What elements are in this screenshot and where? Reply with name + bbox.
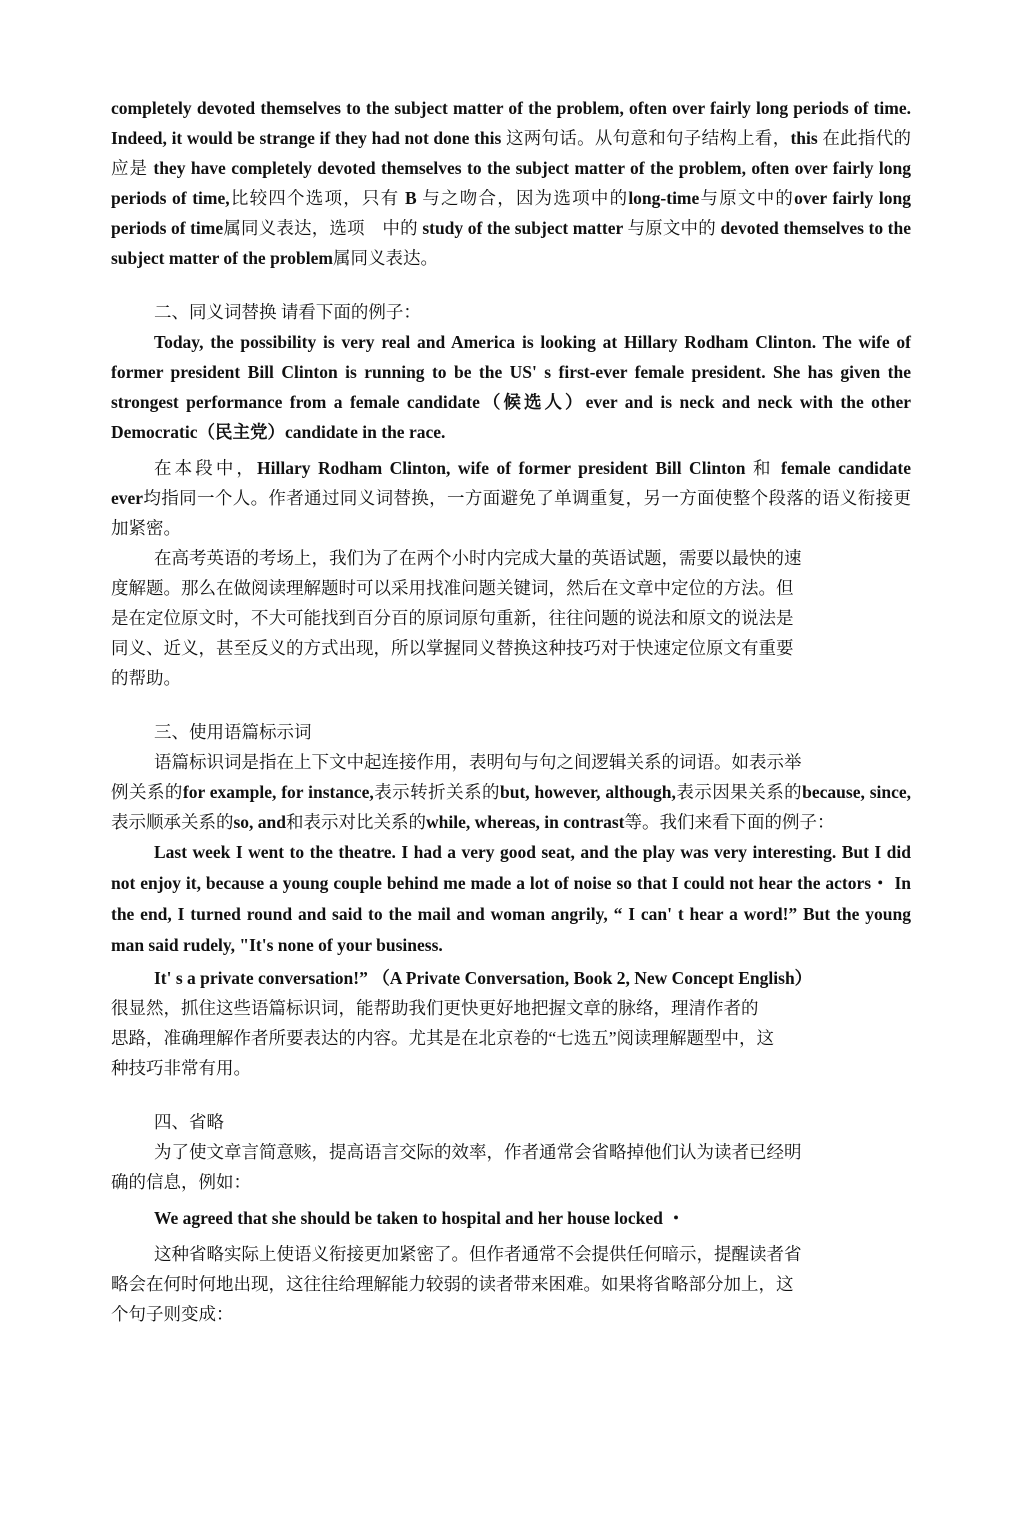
analysis-text: 与原文中的	[699, 188, 795, 208]
text-line: 为了使文章言简意赅，提高语言交际的效率，作者通常会省略掉他们认为读者已经明	[154, 1142, 802, 1162]
text-line: 种技巧非常有用。	[111, 1058, 251, 1078]
text-line: 很显然，抓住这些语篇标识词，能帮助我们更快更好地把握文章的脉络，理清作者的	[111, 998, 759, 1018]
text-line: 在高考英语的考场上，我们为了在两个小时内完成大量的英语试题，需要以最快的速	[154, 548, 802, 568]
explanation-text: 表示转折关系的	[373, 782, 501, 802]
explanation-text: 在本段中，	[154, 458, 258, 478]
section-heading: 二、同义词替换 请看下面的例子：	[154, 302, 421, 322]
keyword: long-time	[628, 188, 700, 208]
explanation-paragraph	[111, 453, 951, 543]
text-line: 这种省略实际上使语义衔接更加紧密了。但作者通常不会提供任何暗示，提醒读者省	[154, 1244, 802, 1264]
text-line: 是在定位原文时，不大可能找到百分百的原词原句重新，往往问题的说法和原文的说法是	[111, 608, 794, 628]
keyword: because, since,	[802, 782, 912, 802]
analysis-text: 属同义表达。	[332, 248, 438, 268]
text-line: 同义、近义，甚至反义的方式出现，所以掌握同义替换这种技巧对于快速定位原文有重要	[111, 638, 794, 658]
explanation-text: 表示顺承关系的	[111, 812, 234, 832]
keyword: over fairly long periods of time	[111, 188, 911, 238]
text-line: 度解题。那么在做阅读理解题时可以采用找准问题关键词，然后在文章中定位的方法。但	[111, 578, 794, 598]
comment-paragraph	[111, 993, 863, 1083]
keyword: this	[790, 128, 823, 148]
paragraph-analysis	[111, 93, 911, 273]
analysis-text: 与原文中的	[627, 218, 721, 238]
analysis-text: 属同义表达，选项 中的	[223, 218, 423, 238]
text-line: 思路，准确理解作者所要表达的内容。尤其是在北京卷的“七选五”阅读理解题型中，这	[111, 1028, 775, 1048]
example-sentence: We agreed that she should be taken to hospital and her house locked ・	[154, 1208, 685, 1228]
analysis-text: 与之吻合，因为选项中的	[422, 188, 629, 208]
explanation-text: 和表示对比关系的	[286, 812, 427, 832]
document-page	[111, 93, 951, 1329]
analysis-text: 这两句话。从句意和句子结构上看，	[505, 128, 791, 148]
explanation-text: 和	[752, 458, 782, 478]
text-line: 语篇标识词是指在上下文中起连接作用，表明句与句之间逻辑关系的词语。如表示举	[154, 752, 802, 772]
keyword: Hillary Rodham Clinton, wife of former president Bill Clinton	[257, 458, 753, 478]
analysis-text: 在此指代的应是	[111, 128, 912, 178]
explanation-text: 表示因果关系的	[675, 782, 803, 802]
keyword: devoted themselves to the subject matter of the problem	[111, 218, 911, 268]
comment-paragraph	[111, 1239, 863, 1329]
section-heading: 三、使用语篇标示词	[154, 722, 312, 742]
example-passage: Last week I went to the theatre. I had a very good seat, and the play was very interesting. But I did not enjoy it, because a young couple behind me made a lot of noise so that I could not hear the actors・ In the end, I turned round and said to the mail and woman angrily, “ I can' t hear a word!” But the young man said rudely, "It's none of your business.	[111, 842, 911, 955]
text-line: 的帮助。	[111, 668, 181, 688]
quoted-text: completely devoted themselves to the subject matter of the problem, often over fairly long periods of time. Indeed, it would be strange if they had not done this	[111, 98, 911, 148]
explanation-paragraph	[111, 777, 911, 837]
keyword: but, however, although,	[500, 782, 676, 802]
intro-paragraph	[111, 1137, 863, 1197]
text-line: 个句子则变成：	[111, 1304, 234, 1324]
example-passage-end: It' s a private conversation!” （A Private Conversation, Book 2, New Concept English）	[154, 968, 813, 988]
keyword: B	[405, 188, 423, 208]
section-heading: 四、省略	[154, 1112, 224, 1132]
keyword: study of the subject matter	[422, 218, 628, 238]
explanation-text: 等。我们来看下面的例子：	[624, 812, 835, 832]
text-line: 确的信息，例如：	[111, 1172, 251, 1192]
keyword: so, and	[233, 812, 287, 832]
keyword: for example, for instance,	[182, 782, 374, 802]
text-line: 略会在何时何地出现，这往往给理解能力较弱的读者带来困难。如果将省略部分加上，这	[111, 1274, 794, 1294]
keyword: while, whereas, in contrast	[426, 812, 625, 832]
explanation-text: 例关系的	[111, 782, 183, 802]
quoted-text: they have completely devoted themselves to the subject matter of the problem, often over fairly long periods of time,	[111, 158, 911, 208]
analysis-text: 比较四个选项，只有	[229, 188, 406, 208]
example-passage: Today, the possibility is very real and America is looking at Hillary Rodham Clinton. The wife of former president Bill Clinton is running to be the US' s first-ever female president. She has given the strongest performance from a female candidate（候选人）ever and is neck and neck with the other Democratic（民主党）candidate in the race.	[111, 332, 911, 442]
explanation-text: 均指同一个人。作者通过同义词替换，一方面避免了单调重复，另一方面使整个段落的语义衔接更加紧密。	[111, 488, 911, 538]
explanation-paragraph	[111, 543, 863, 693]
keyword: female candidate ever	[111, 458, 951, 508]
